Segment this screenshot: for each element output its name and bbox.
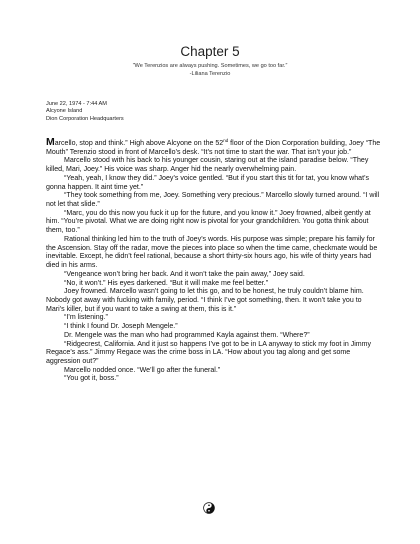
dateline bbox=[46, 101, 124, 123]
paragraph: “I’m listening.” bbox=[64, 314, 108, 322]
paragraph bbox=[46, 138, 382, 157]
paragraph-text: floor of the Dion Corporation building, Joey “The Mouth” Terenzio stood in front of Marcello’s desk. “It’s not time to start the war. That isn’t your job.” bbox=[46, 140, 381, 156]
paragraph: “Marc, you do this now you fuck it up for the future, and you know it.” Joey frowned, albeit gently at him. “You’re pivotal. What we are doing right now is pivotal for your grandchildren. You gotta think about them, too.” bbox=[46, 209, 371, 235]
epigraph-quote: “We Terenzios are always pushing. Sometimes, we go too far.” bbox=[132, 63, 288, 69]
paragraph: Rational thinking led him to the truth of Joey’s words. His purpose was simple; prepare his family for the Ascension. Stay off the radar, move the pieces into place so when the time came, checkmate would be inevitable. Except, he didn’t feel rational, because a short thirty-six hours ago, his wife of thirty years had died in his arms. bbox=[46, 235, 378, 270]
epigraph bbox=[0, 63, 420, 78]
paragraph: “They took something from me, Joey. Something very precious.” Marcello slowly turned around. “I will not let that slide.” bbox=[46, 192, 380, 209]
dateline-building: Dion Corporation Headquarters bbox=[46, 115, 124, 122]
paragraph: Marcello nodded once. “We’ll go after the funeral.” bbox=[64, 366, 221, 374]
epigraph-attribution: -Liliana Terenzio bbox=[189, 70, 231, 77]
drop-cap: M bbox=[46, 136, 55, 148]
dateline-datetime: June 22, 1974 - 7:44 AM bbox=[46, 101, 107, 107]
paragraph: “Yeah, yeah, I know they did.” Joey’s voice gentled. “But if you start this tit for tat, you know what’s gonna happen. It aint time yet.” bbox=[46, 174, 370, 191]
paragraph: “No, it won’t.” His eyes darkened. “But it will make me feel better.” bbox=[64, 279, 269, 287]
chapter-body bbox=[46, 138, 382, 384]
dateline-place: Alcyone Island bbox=[46, 108, 83, 115]
paragraph: “I think I found Dr. Joseph Mengele.” bbox=[64, 323, 178, 331]
paragraph: Dr. Mengele was the man who had programmed Kayla against them. “Where?” bbox=[64, 331, 310, 339]
chapter-title: Chapter 5 bbox=[180, 44, 240, 59]
paragraph: Joey frowned. Marcello wasn’t going to let this go, and to be honest, he truly couldn’t blame him. Nobody got away with fucking with family, period. “I think I’ve got something, then. It won’t take you to Mari’s killer, but if you want to take a swing at them, this is it.” bbox=[46, 288, 364, 313]
superscript: nd bbox=[223, 138, 229, 143]
paragraph: Marcello stood with his back to his younger cousin, staring out at the island paradise below. “They killed, Mari, Joey.” His voice was sharp. Anger hid the nearly overwhelming pain. bbox=[46, 157, 369, 174]
paragraph: “Ridgecrest, California. And it just so happens I’ve got to be in LA anyway to stick my foot in Jimmy Regace’s ass.” Jimmy Regace was the crime boss in LA. “How about you tag along and get some aggression out?” bbox=[46, 340, 372, 365]
paragraph: “Vengeance won’t bring her back. And it won’t take the pain away,” Joey said. bbox=[64, 270, 305, 278]
yin-yang-icon bbox=[203, 502, 215, 514]
paragraph-text: arcello, stop and think.” High above Alcyone on the 52 bbox=[54, 140, 224, 147]
paragraph: “You got it, boss.” bbox=[64, 375, 119, 383]
